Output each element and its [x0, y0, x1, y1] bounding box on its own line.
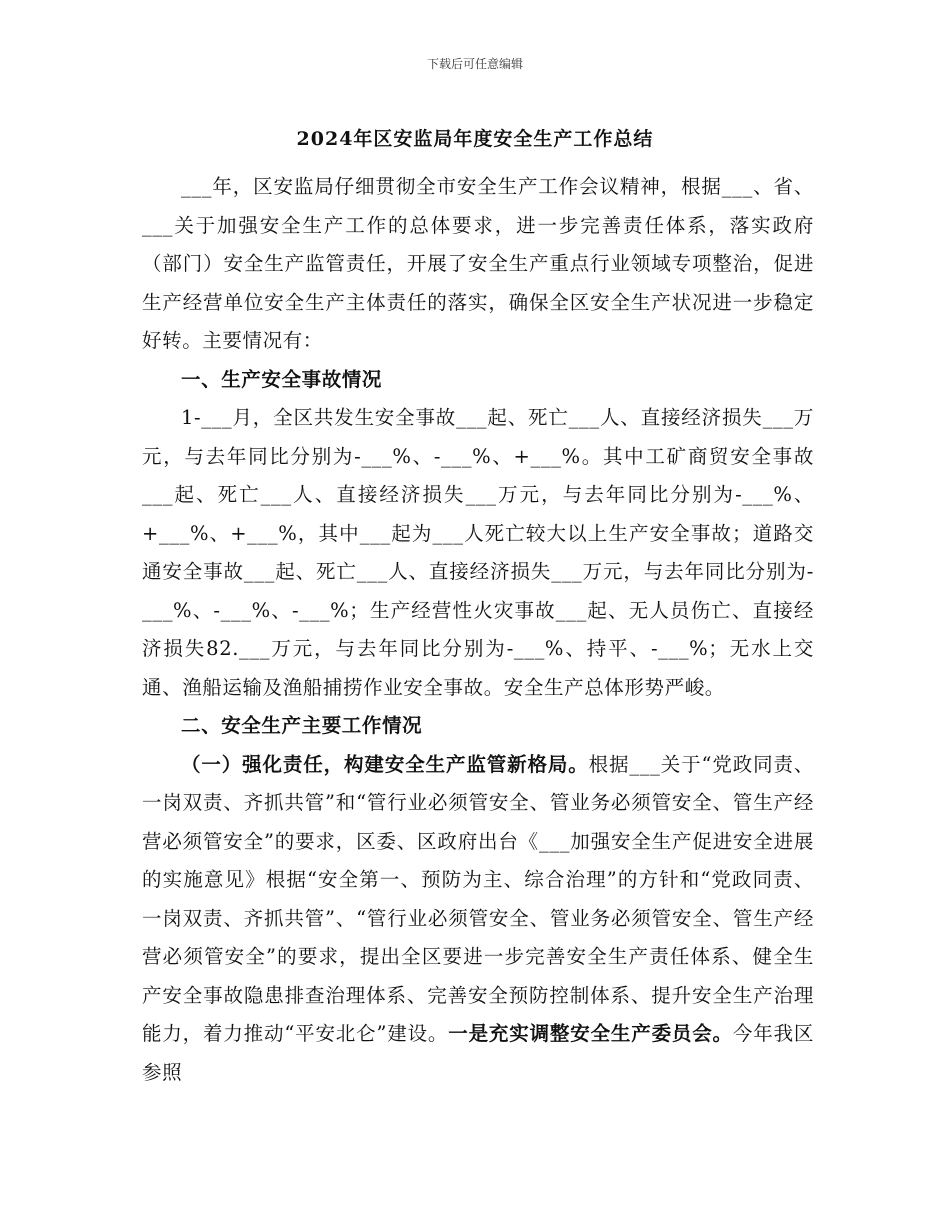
paragraph-committee-text: 今年我区参照	[142, 1022, 815, 1084]
paragraph-intro: ___年，区安监局仔细贯彻全市安全生产工作会议精神，根据___、省、___关于加强安全生产工作的总体要求，进一步完善责任体系，落实政府（部门）安全生产监管责任，开展了安全生产重点行业领域专项整治，促进生产经营单位安全生产主体责任的落实，确保全区安全生产状况进一步稳定好转。主要情况有：	[142, 175, 814, 352]
subheading-responsibility: （一）强化责任，构建安全生产监管新格局。	[181, 752, 589, 776]
paragraph-accidents: 1-___月，全区共发生安全事故___起、死亡___人、直接经济损失___万元，与去年同比分别为-___%、-___%、+___%。其中工矿商贸安全事故___起、死亡___人、直接经济损失___万元，与去年同比分别为-___%、+___%、+___%，其中___起为___人死亡较大以上生产安全事故；道路交通安全事故___起、死亡___人、直接经济损失___万元，与去年同比分别为-___%、-___%、-___%；生产经营性火灾事故___起、无人员伤亡、直接经济损失82.___万元，与去年同比分别为-___%、持平、-___%；无水上交通、渔船运输及渔船捕捞作业安全事故。安全生产总体形势严峻。	[142, 406, 814, 699]
section-heading-1: 一、生产安全事故情况	[181, 367, 383, 391]
document-body	[142, 168, 814, 1092]
paragraph-responsibility-text: 根据___关于“党政同责、一岗双责、齐抓共管”和“管行业必须管安全、管业务必须管安全、管生产经营必须管安全”的要求，区委、区政府出台《___加强安全生产促进安全进展的实施意见》根据“安全第一、预防为主、综合治理”的方针和“党政同责、一岗双责、齐抓共管”、“管行业必须管安全、管业务必须管安全、管生产经营必须管安全”的要求，提出全区要进一步完善安全生产责任体系、健全生产安全事故隐患排查治理体系、完善安全预防控制体系、提升安全生产治理能力，着力推动“平安北仑”建设。	[142, 752, 814, 1045]
document-title: 2024年区安监局年度安全生产工作总结	[296, 128, 654, 150]
subpoint-committee: 一是充实调整安全生产委员会。	[448, 1022, 733, 1045]
paragraph-responsibility	[142, 746, 814, 1093]
header-note: 下载后可任意编辑	[426, 57, 523, 71]
section-heading-2: 二、安全生产主要工作情况	[181, 714, 423, 737]
